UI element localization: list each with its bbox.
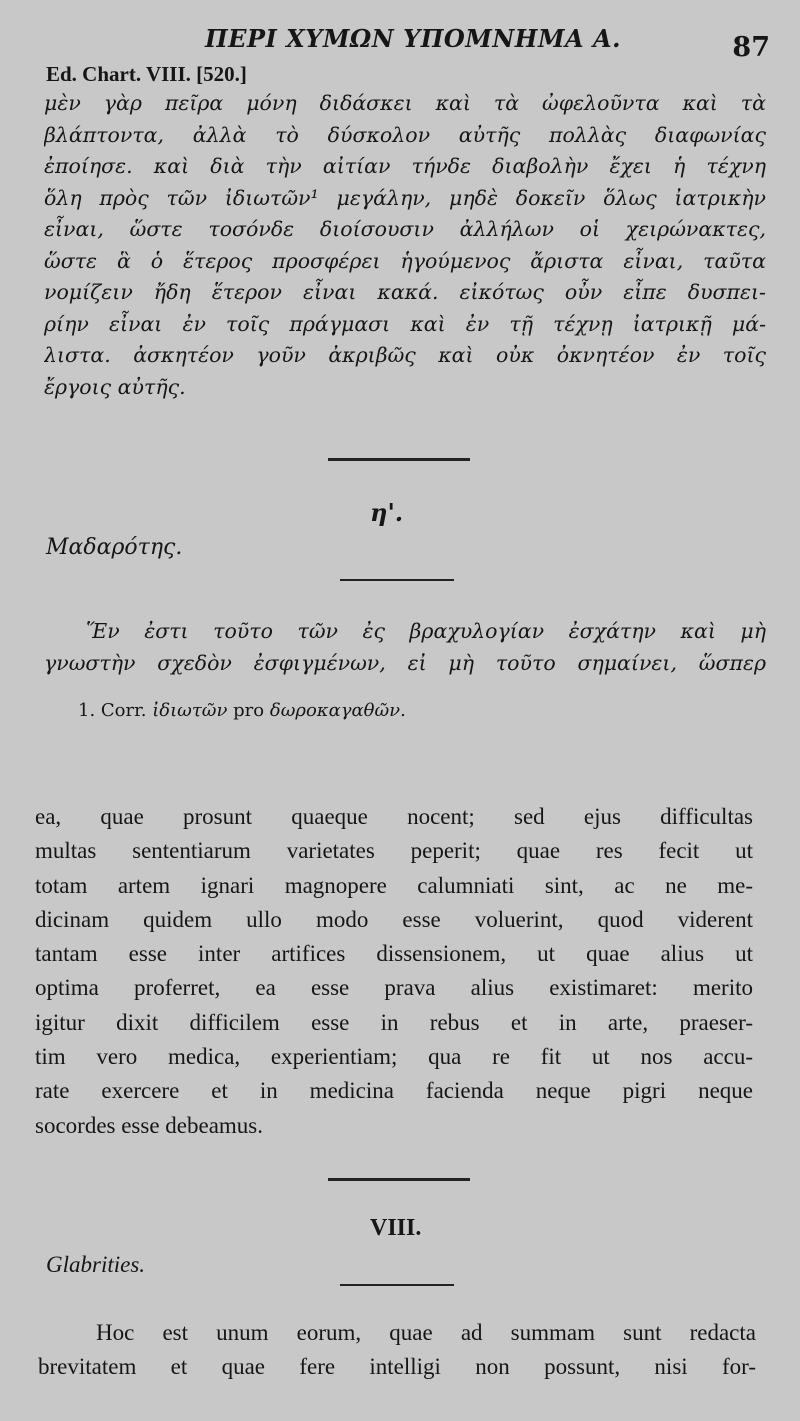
text-line: ea, quae prosunt quaeque nocent; sed ejus difficultas	[35, 804, 753, 829]
running-title: ΠΕΡΙ ΧΥΜΩΝ ΥΠΟΜΝΗΜΑ Α.	[205, 24, 621, 53]
page-header	[0, 18, 800, 62]
text-line: βλάπτοντα, ἀλλὰ τὸ δύσκολον αὐτῆς πολλὰς διαφωνίας	[44, 122, 766, 147]
greek-section-number: η'.	[370, 498, 404, 527]
footnote-original-word: δωροκαγαθῶν.	[269, 700, 406, 721]
divider-rule-2	[340, 579, 454, 581]
page-number: 87	[732, 32, 770, 63]
text-line: optima proferret, ea esse prava alius existimaret: merito	[35, 975, 753, 1001]
footnote-label: 1. Corr.	[78, 700, 147, 721]
divider-rule-4	[340, 1284, 454, 1286]
greek-section-title: Μαδαρότης.	[46, 535, 183, 560]
text-line: ὥστε ἃ ὁ ἕτερος προσφέρει ἡγούμενος ἄριστα εἶναι, ταῦτα	[44, 248, 766, 273]
greek-paragraph-1	[44, 88, 766, 403]
latin-section-title: Glabrities.	[46, 1252, 146, 1277]
edition-reference: Ed. Chart. VIII. [520.]	[46, 62, 247, 86]
latin-paragraph-2	[38, 1316, 756, 1385]
text-line: tantam esse inter artifices dissensionem, ut quae alius ut	[35, 941, 753, 967]
text-line: totam artem ignari magnopere calumniati sint, ac ne me-	[35, 872, 753, 898]
text-line: socordes esse debeamus.	[35, 1112, 264, 1138]
text-line: γνωστὴν σχεδὸν ἐσφιγμένων, εἰ μὴ τοῦτο σημαίνει, ὥσπερ	[44, 650, 766, 675]
text-line: ἔργοις αὐτῆς.	[44, 374, 186, 399]
greek-paragraph-2	[44, 616, 766, 679]
text-line: multas sententiarum varietates peperit; quae res fecit ut	[35, 838, 753, 864]
divider-rule-1	[328, 458, 470, 461]
text-line: brevitatem et quae fere intelligi non possunt, nisi for-	[38, 1354, 756, 1380]
text-line: dicinam quidem ullo modo esse voluerint, quod viderent	[35, 906, 753, 932]
text-line: λιστα. ἀσκητέον γοῦν ἀκριβῶς καὶ οὐκ ὀκνητέον ἐν τοῖς	[44, 343, 766, 367]
latin-paragraph-1	[35, 800, 753, 1143]
text-line: tim vero medica, experientiam; qua re fit ut nos accu-	[35, 1044, 753, 1070]
latin-section-number: VIII.	[370, 1215, 422, 1241]
text-line: ρίην εἶναι ἐν τοῖς πράγμασι καὶ ἐν τῇ τέχνῃ ἰατρικῇ μά-	[44, 311, 766, 336]
text-line: Ἕν ἐστι τοῦτο τῶν ἐς βραχυλογίαν ἐσχάτην καὶ μὴ	[86, 619, 766, 643]
text-line: Hoc est unum eorum, quae ad summam sunt redacta	[96, 1320, 756, 1345]
text-line: νομίζειν ἤδη ἕτερον εἶναι κακά. εἰκότως οὖν εἶπε δυσπει-	[44, 280, 766, 304]
text-line: igitur dixit difficilem esse in rebus et in arte, praeser-	[35, 1009, 753, 1035]
footnote-correct-word: ἰδιωτῶν	[152, 700, 228, 721]
footnote	[78, 700, 406, 721]
footnote-pro: pro	[233, 700, 265, 721]
text-line: ἐποίησε. καὶ διὰ τὴν αἰτίαν τήνδε διαβολὴν ἔχει ἡ τέχνη	[44, 154, 766, 178]
text-line: μὲν γὰρ πεῖρα μόνη διδάσκει καὶ τὰ ὠφελοῦντα καὶ τὰ	[44, 91, 766, 115]
divider-rule-3	[328, 1178, 470, 1181]
text-line: ὅλη πρὸς τῶν ἰδιωτῶν¹ μεγάλην, μηδὲ δοκεῖν ὅλως ἰατρικὴν	[44, 185, 766, 210]
text-line: rate exercere et in medicina facienda neque pigri neque	[35, 1078, 753, 1104]
text-line: εἶναι, ὥστε τοσόνδε διοίσουσιν ἀλλήλων οἱ χειρώνακτες,	[44, 217, 766, 241]
